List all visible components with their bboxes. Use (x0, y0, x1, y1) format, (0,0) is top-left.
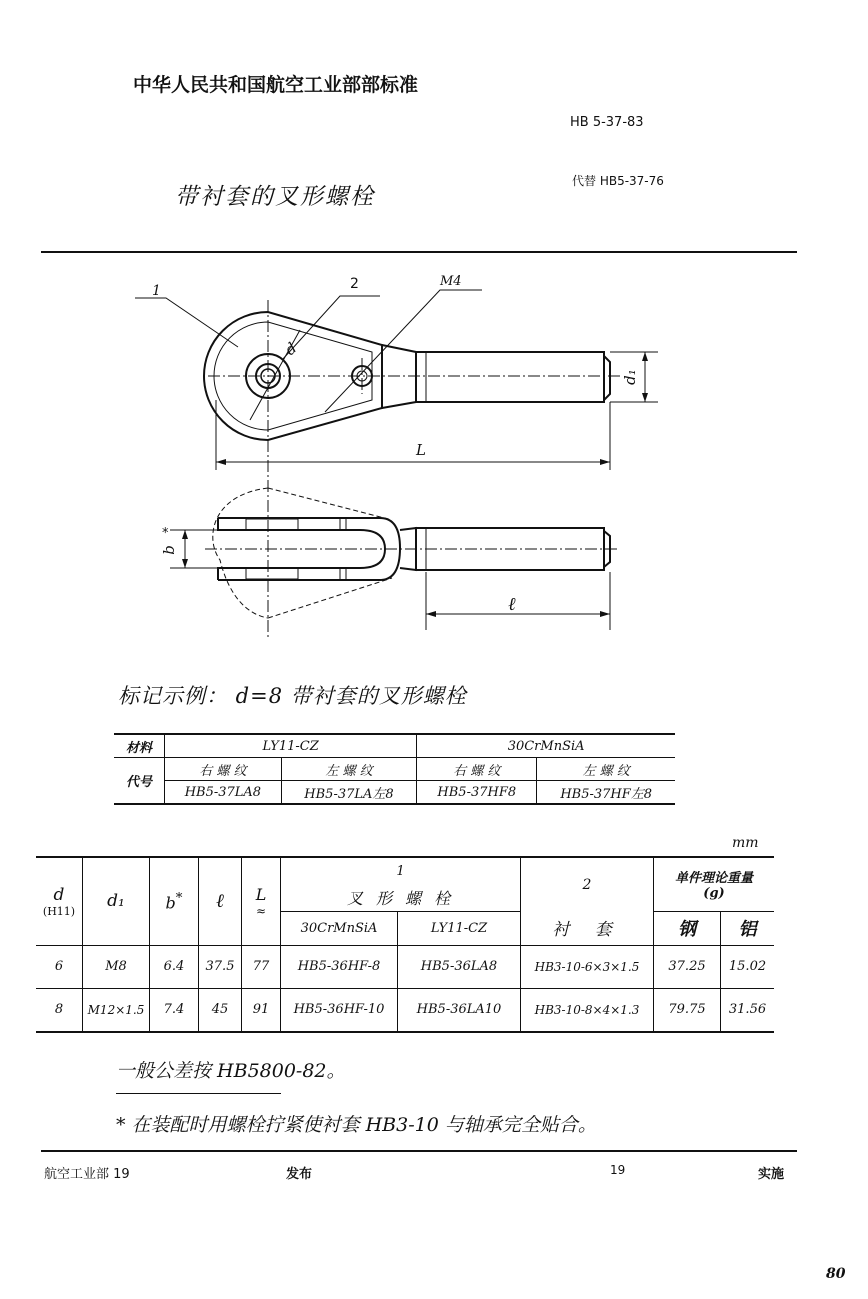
header-b-star: * (175, 890, 183, 906)
replaces-standard: 代替 HB5-37-76 (572, 174, 664, 188)
header-d1: d₁ (83, 857, 150, 945)
footer-issued: 发布 (286, 1167, 313, 1182)
cell-bushing: HB3-10-6×3×1.5 (521, 945, 654, 988)
table-row (36, 945, 774, 988)
cell-bushing: HB3-10-8×4×1.3 (521, 988, 654, 1032)
standard-number: HB 5-37-83 (570, 115, 644, 130)
code-cell: HB5-37HF8 (417, 781, 537, 805)
col-weight (654, 857, 775, 911)
document-title: 带衬套的叉形螺栓 (175, 184, 375, 210)
code-cell: HB5-37HF左8 (537, 781, 675, 805)
footer-effective: 实施 (758, 1167, 785, 1182)
header-steel: 钢 (654, 911, 721, 945)
cell-weight-steel: 37.25 (654, 945, 721, 988)
header-b: b (165, 892, 176, 912)
page-number: 80 (826, 1266, 846, 1282)
table-row (36, 988, 774, 1032)
cell-l: 45 (199, 988, 242, 1032)
label-L: L (416, 441, 426, 459)
footer-year: 19 (610, 1163, 626, 1177)
code-cell: HB5-37LA8 (165, 781, 282, 805)
tolerance-note: 一般公差按 HB5800-82。 (116, 1060, 346, 1082)
cell-d1: M8 (83, 945, 150, 988)
header-d-fit: (H11) (42, 904, 76, 918)
technical-drawing (0, 0, 868, 640)
col-d (36, 857, 83, 945)
header-part1-name: 叉 形 螺 栓 (281, 885, 521, 911)
code-cell: HB5-37LA左8 (281, 781, 416, 805)
marking-table (114, 733, 675, 805)
cell-b: 7.4 (150, 988, 199, 1032)
header-weight: 单件理论重量 (674, 871, 753, 887)
cell-bolt-steel: HB5-36HF-8 (281, 945, 398, 988)
header-weight-unit: (g) (703, 886, 725, 902)
header-d: d (53, 884, 65, 905)
label-l: ℓ (508, 594, 516, 615)
note-separator (116, 1093, 281, 1094)
cell-l: 37.5 (199, 945, 242, 988)
unit-label: mm (732, 835, 759, 851)
header-l: ℓ (199, 857, 242, 945)
col-L (242, 857, 281, 945)
cell-d: 8 (36, 988, 83, 1032)
cell-L: 77 (242, 945, 281, 988)
header-part2-name: 衬 套 (521, 911, 654, 945)
label-d: d (281, 339, 301, 359)
cell-weight-al: 15.02 (721, 945, 775, 988)
label-m4: M4 (440, 274, 462, 289)
material-30crmnsia: 30CrMnSiA (417, 734, 675, 758)
thread-label: 右 螺 纹 (417, 758, 537, 781)
header-mat-al: LY11-CZ (398, 911, 521, 945)
assembly-note: * 在装配时用螺栓拧紧使衬套 HB3-10 与轴承完全贴合。 (116, 1114, 597, 1136)
header-mat-steel: 30CrMnSiA (281, 911, 398, 945)
marking-example: 标记示例： d=8 带衬套的叉形螺栓 (118, 684, 467, 708)
org-standard-title: 中华人民共和国航空工业部部标准 (133, 74, 419, 96)
header-L: L (255, 884, 267, 904)
cell-weight-steel: 79.75 (654, 988, 721, 1032)
row-label-material: 材料 (114, 734, 165, 758)
cell-L: 91 (242, 988, 281, 1032)
row-label-code: 代号 (114, 758, 165, 805)
header-part2-no: 2 (521, 857, 654, 911)
header-L-approx: ≈ (255, 903, 267, 918)
label-part-2: 2 (350, 276, 359, 292)
label-part-1: 1 (152, 283, 161, 299)
cell-bolt-al: HB5-36LA8 (398, 945, 521, 988)
label-b: b (159, 545, 178, 555)
cell-b: 6.4 (150, 945, 199, 988)
footer-rule (41, 1150, 797, 1152)
dimension-table (36, 856, 774, 1033)
cell-weight-al: 31.56 (721, 988, 775, 1032)
material-ly11: LY11-CZ (165, 734, 417, 758)
label-d1: d₁ (620, 369, 639, 385)
header-part1-no: 1 (281, 857, 521, 885)
cell-d: 6 (36, 945, 83, 988)
thread-label: 左 螺 纹 (537, 758, 675, 781)
col-b (150, 857, 199, 945)
thread-label: 右 螺 纹 (165, 758, 282, 781)
cell-bolt-al: HB5-36LA10 (398, 988, 521, 1032)
header-al: 铝 (721, 911, 775, 945)
footer-issuer: 航空工业部 19 (44, 1167, 130, 1182)
cell-bolt-steel: HB5-36HF-10 (281, 988, 398, 1032)
thread-label: 左 螺 纹 (281, 758, 416, 781)
cell-d1: M12×1.5 (83, 988, 150, 1032)
label-b-star: * (162, 526, 169, 541)
